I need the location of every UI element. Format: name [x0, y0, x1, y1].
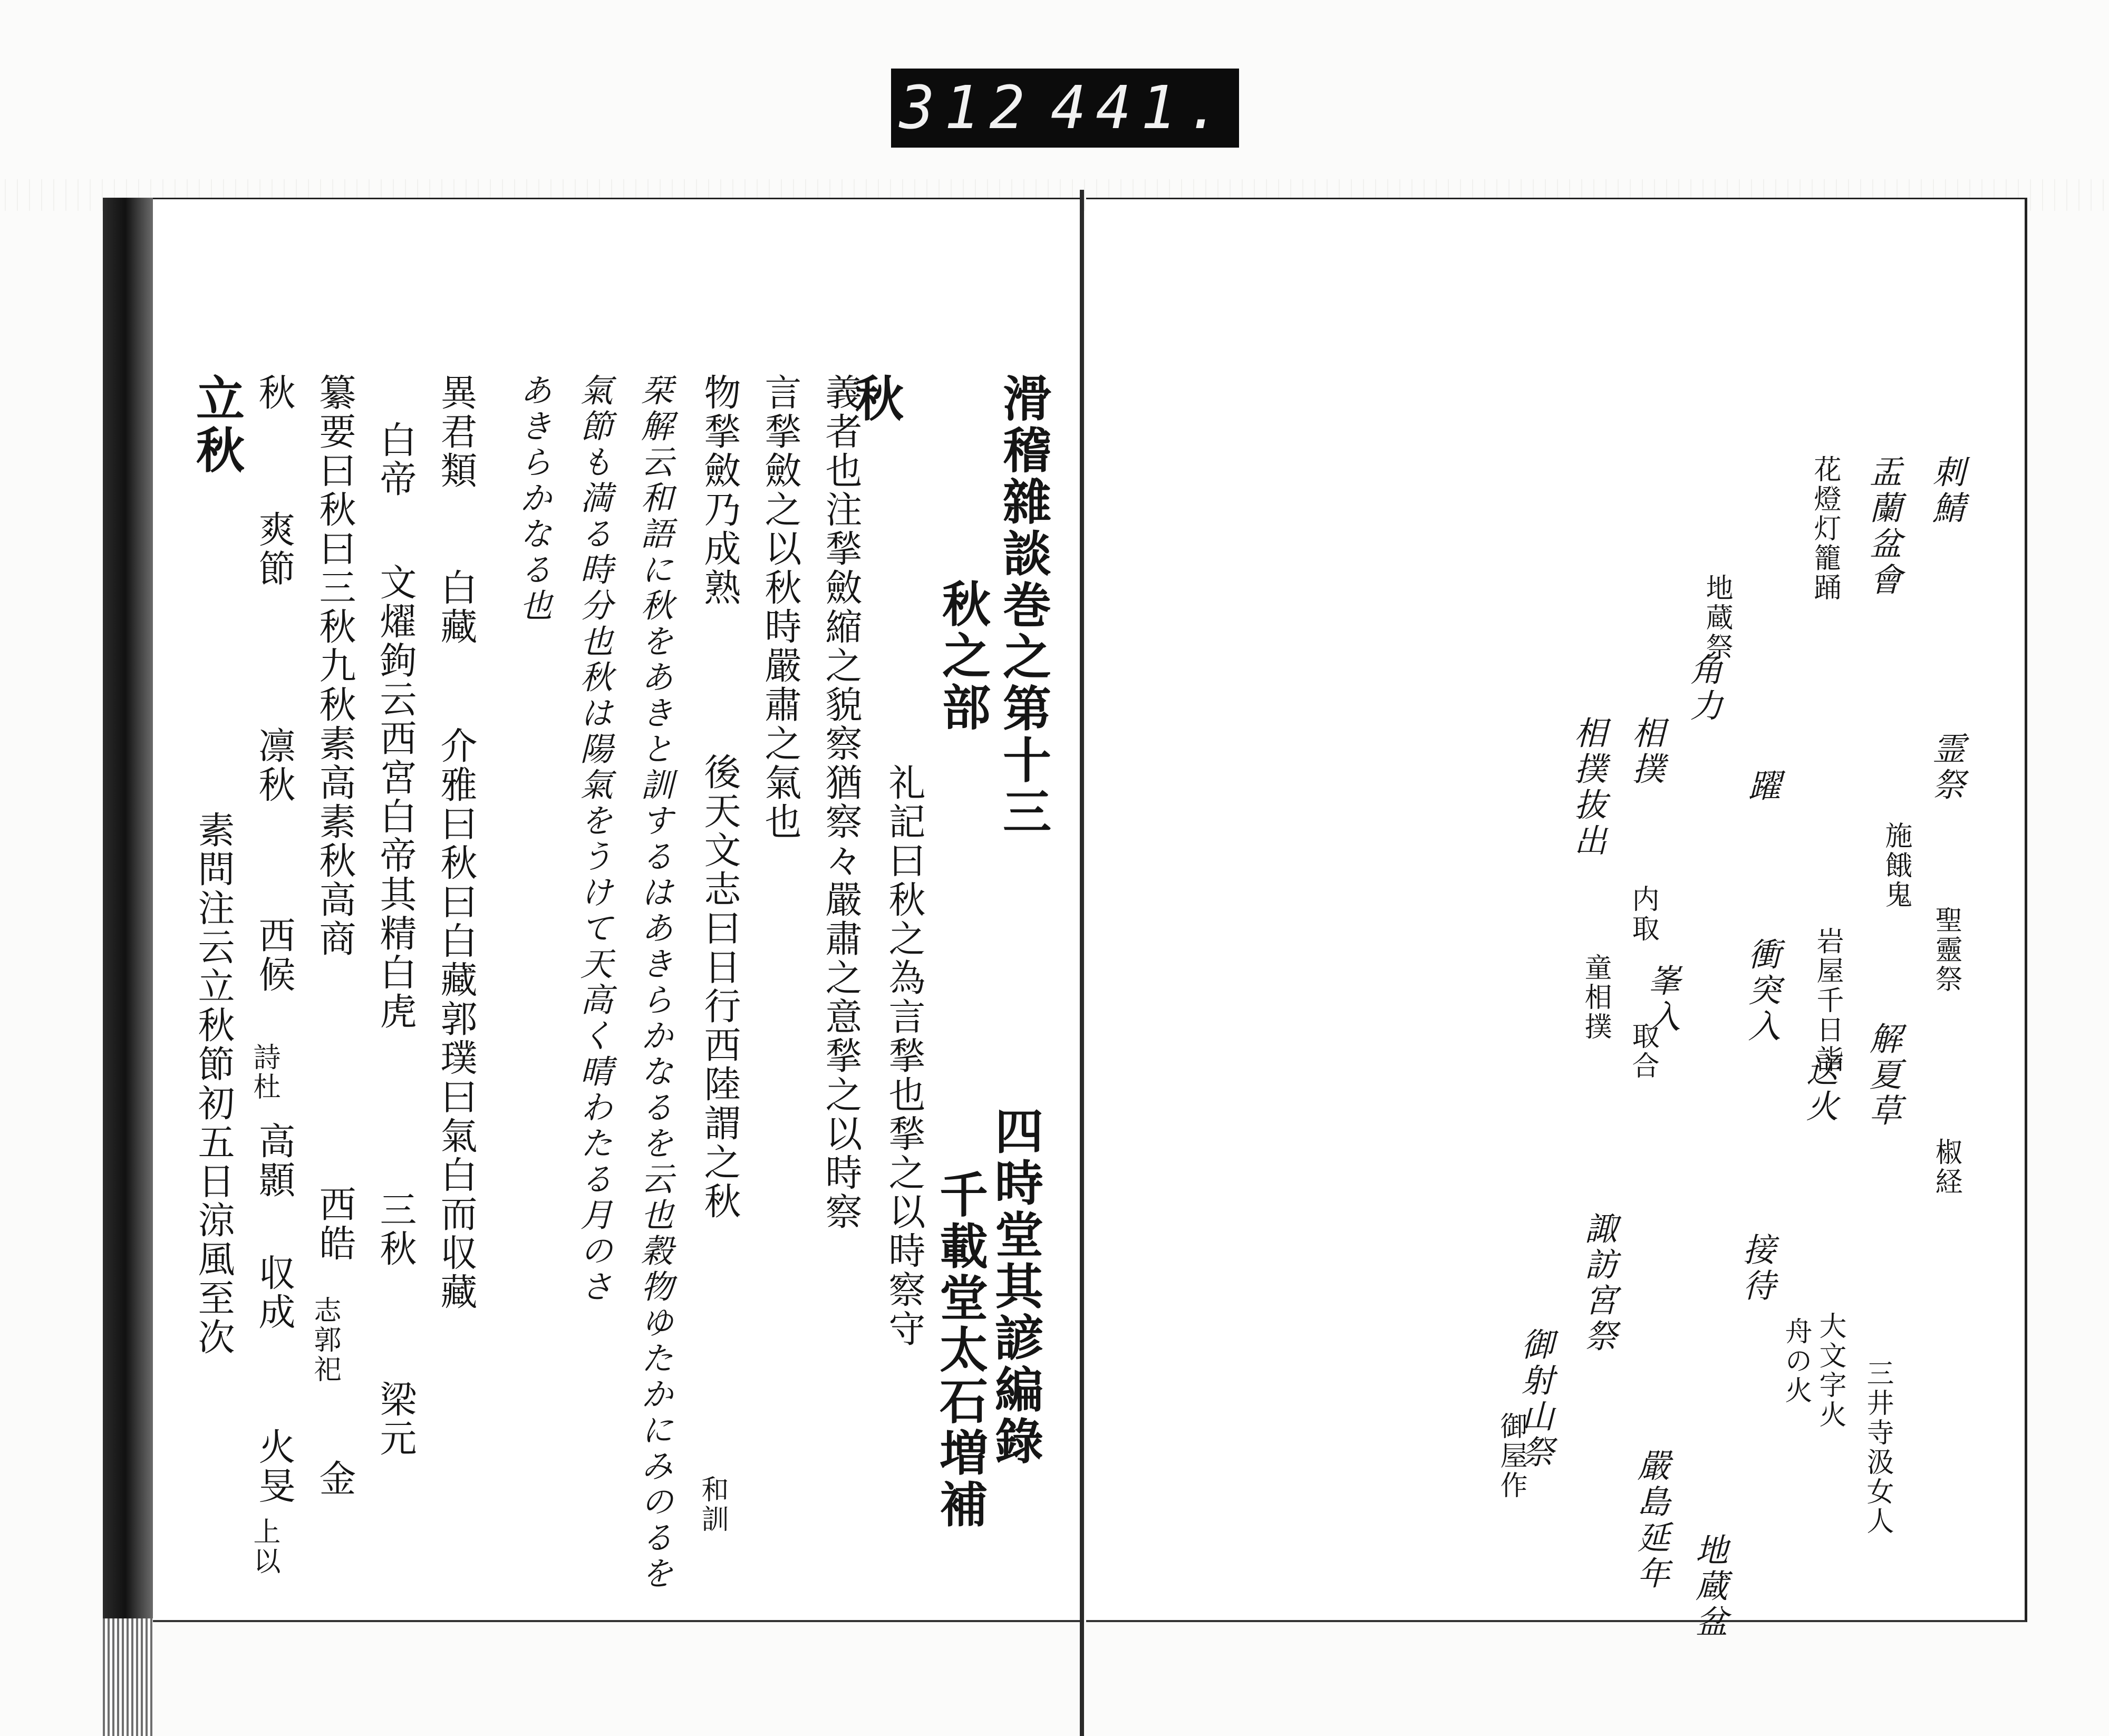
term: 白帝 — [374, 421, 417, 499]
compiler-credit: 四時堂其諺編錄 — [987, 1106, 1044, 1468]
term: 西候 — [253, 916, 296, 994]
term: 高顥 — [253, 1122, 296, 1200]
seasonal-term: 嚴島延年 — [1632, 1449, 1670, 1592]
subheading: 異君類 — [434, 373, 478, 490]
seasonal-term: 地蔵祭 — [1701, 574, 1733, 662]
seasonal-term: 椒経 — [1930, 1138, 1962, 1197]
label-number-left: 312 — [899, 74, 1034, 142]
book-gutter — [1080, 190, 1084, 1736]
seasonal-term: 聖靈祭 — [1930, 906, 1962, 994]
entry-heading: 立秋 — [188, 373, 245, 477]
seasonal-term: 霊祭 — [1927, 732, 1966, 803]
seasonal-term: 取合 — [1627, 1022, 1659, 1081]
book-spine-edge — [103, 198, 153, 1618]
term: 爽節 — [253, 510, 296, 588]
seasonal-term: 解夏草 — [1864, 1022, 1902, 1129]
left-page — [153, 198, 1083, 1622]
kana-column: 氣節も満る時分也秋は陽氣をうけて天高く晴わたる月のさ — [575, 373, 613, 1305]
seasonal-term: 御射山祭 — [1516, 1327, 1554, 1471]
archive-label — [891, 69, 1239, 148]
text-column: 礼記曰秋之為言揫也揫之以時察守 — [883, 763, 926, 1349]
annotation: 志郭祀 — [309, 1296, 341, 1384]
seasonal-term: 送火 — [1801, 1053, 1839, 1125]
seasonal-term: 相撲抜出 — [1569, 716, 1607, 859]
seasonal-term: 角力 — [1685, 653, 1723, 724]
text-column: 義者也注揫斂縮之貌察猶察々嚴肅之意揫之以時察 — [819, 373, 863, 1231]
seasonal-term: 相撲 — [1627, 716, 1665, 788]
text-column: 纂要曰秋曰三秋九秋素高素秋高商 — [313, 373, 356, 958]
text-column: 介雅曰秋曰白藏郭璞曰氣白而収藏 — [434, 726, 478, 1312]
seasonal-term: 諏訪宮祭 — [1579, 1211, 1618, 1355]
text-column: 素問注云立秋節初五日涼風至次 — [192, 811, 235, 1357]
entry-heading: 秋 — [847, 373, 904, 425]
term: 金 — [313, 1459, 356, 1498]
annotation: 詩杜 — [248, 1043, 280, 1102]
seasonal-term: 三井寺汲女人 — [1862, 1359, 1893, 1536]
term: 秋 — [253, 373, 296, 412]
annotation: 上以 — [248, 1517, 280, 1576]
section-title: 秋之部 — [934, 579, 991, 734]
term: 火旻 — [253, 1428, 296, 1506]
seasonal-term: 花燈灯籠踊 — [1809, 455, 1841, 603]
seasonal-term: 童相撲 — [1580, 953, 1611, 1042]
seasonal-term: 舟の火 — [1780, 1317, 1812, 1405]
annotation: 和訓 — [696, 1475, 728, 1534]
term: 凛秋 — [253, 726, 296, 804]
term: 西皓 — [313, 1185, 356, 1263]
editor-credit: 千載堂太石増補 — [932, 1169, 989, 1531]
seasonal-term: 躍 — [1743, 769, 1781, 804]
seasonal-term: 地蔵盆 — [1690, 1533, 1728, 1641]
kana-column: 栞解云和語に秋をあきと訓するはあきらかなるを云也穀物ゆたかにみのるを — [635, 373, 674, 1592]
right-page — [1086, 198, 2027, 1641]
text-column: 物揫斂乃成熟 — [698, 373, 741, 607]
text-column: 文燿鉤云西宮白帝其精白虎 — [374, 563, 417, 1031]
seasonal-term: 接待 — [1737, 1233, 1776, 1304]
term: 梁元 — [374, 1380, 417, 1458]
seasonal-term: 刺鯖 — [1927, 455, 1966, 527]
text-column: 言揫斂之以秋時嚴肅之氣也 — [759, 373, 802, 841]
seasonal-term: 内取 — [1627, 885, 1659, 944]
seasonal-term: 衝突入 — [1743, 937, 1781, 1045]
kana-column: あきらかなる也 — [514, 373, 553, 624]
seasonal-term: 施餓鬼 — [1880, 821, 1912, 910]
seasonal-term: 御屋作 — [1495, 1412, 1527, 1500]
text-column: 後天文志曰日行西陸謂之秋 — [698, 753, 741, 1221]
volume-title: 滑稽雜談巻之第十三 — [995, 373, 1052, 838]
seasonal-term: 大文字火 — [1814, 1312, 1846, 1430]
page-stack-edge — [103, 1618, 153, 1736]
term: 白藏 — [434, 568, 478, 646]
seasonal-term: 峯入 — [1642, 964, 1681, 1035]
label-number-right: 441. — [1050, 74, 1231, 142]
seasonal-term: 盂蘭盆會 — [1864, 455, 1902, 598]
term: 収成 — [253, 1254, 296, 1332]
seasonal-term: 岩屋千日詣 — [1812, 927, 1843, 1074]
term: 三秋 — [374, 1190, 417, 1268]
